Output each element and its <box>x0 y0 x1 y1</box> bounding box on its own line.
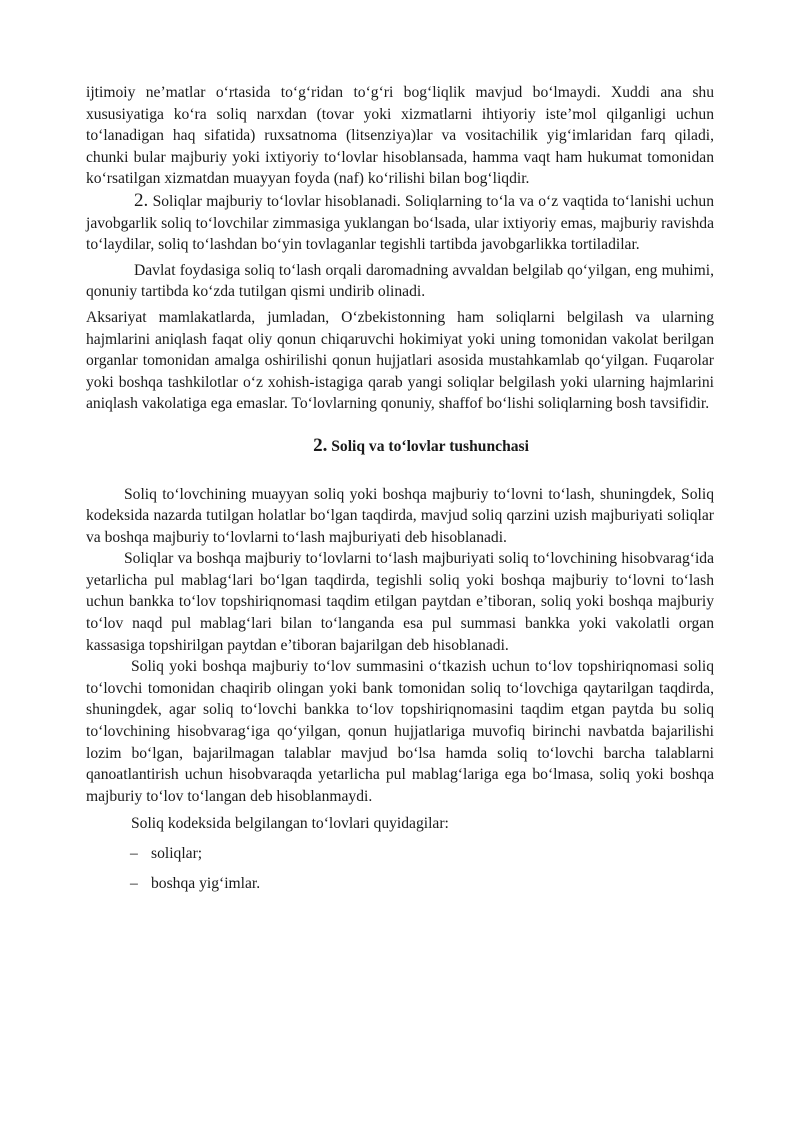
paragraph-mandatory-payments <box>86 190 714 256</box>
section-heading <box>86 435 714 458</box>
paragraph-list-intro: Soliq kodeksida belgilangan to‘lovlari quyidagilar: <box>131 815 449 833</box>
section-number: 2. <box>313 434 328 456</box>
paragraph-state-benefit: Davlat foydasiga soliq to‘lash orqali daromadning avvaldan belgilab qo‘yilgan, eng muhimi, qonuniy tartibda ko‘zda tutilgan qismi undirib olinadi. <box>86 261 714 301</box>
paragraph-obligation-fulfilled: Soliqlar va boshqa majburiy to‘lovlarni to‘lash majburiyati soliq to‘lovchining hisobvarag‘ida yetarlicha pul mablag‘lari bo‘lgan taqdirda, tegishli soliq yoki boshqa majburiy to‘lovni to‘lash uchun bankka to‘lov topshiriqnomasi taqdim etilgan paytdan e’tiboran, soliq yoki boshqa majburiy to‘lov naqd pul mablag‘lari bilan to‘langanda esa pul summasi bankka yoki vakolatli organ kassasiga topshirilgan paytdan e’tiboran bajarilgan deb hisoblanadi. <box>86 550 714 654</box>
paragraph-number: 2. <box>134 189 149 211</box>
section-title: Soliq va to‘lovlar tushunchasi <box>331 437 529 455</box>
payments-list <box>86 843 714 894</box>
paragraph-tax-obligation: Soliq to‘lovchining muayyan soliq yoki boshqa majburiy to‘lovni to‘lash, shuningdek, Soliq kodeksida nazarda tutilgan holatlar bo‘lgan taqdirda, mavjud soliq qarzini uzish majburiyati soliqlar va boshqa majburiy to‘lovlarni to‘lash majburiyati deb hisoblanadi. <box>86 485 714 546</box>
paragraph-legislation: Aksariyat mamlakatlarda, jumladan, O‘zbekistonning ham soliqlarni belgilash va ularning hajmlarini aniqlash faqat oliy qonun chiqaruvchi hokimiyat yoki uning tomonidan vakolat berilgan organlar tomonidan amalga oshirilishi qonun hujjatlari asosida mustahkamlab qo‘yilgan. Fuqarolar yoki boshqa tashkilotlar o‘z xohish-istagiga qarab yangi soliqlar belgilash yoki ularning hajmlarini aniqlash vakolatiga ega emaslar. To‘lovlarning qonuniy, shaffof bo‘lishi soliqlarning bosh tavsifidir. <box>86 308 714 413</box>
paragraph-intro: ijtimoiy ne’matlar o‘rtasida to‘g‘ridan to‘g‘ri bog‘liqlik mavjud bo‘lmaydi. Xuddi ana shu xususiyatiga ko‘ra soliq narxdan (tovar yoki xizmatlarni ihtiyoriy iste’mol qilganligi uchun to‘lanadigan haq sifatida) ruxsatnoma (litsenziya)lar va vositachilik yig‘imlaridan farq qiladi, chunki bular majburiy yoki ixtiyoriy to‘lovlar hisoblansada, hamma vaqt ham hukumat tomonidan ko‘rsatilgan xizmatdan muayyan foyda (naf) ko‘rilishi bilan bog‘liqdir. <box>86 84 714 188</box>
list-item <box>86 843 714 865</box>
dash-bullet-icon: – <box>130 845 138 862</box>
paragraph-not-paid: Soliq yoki boshqa majburiy to‘lov summasini o‘tkazish uchun to‘lov topshiriqnomasi soliq to‘lovchi tomonidan chaqirib olingan yoki bank tomonidan soliq to‘lovchiga qaytarilgan taqdirda, shuningdek, agar soliq to‘lovchi bankka to‘lov topshiriqnomasini taqdim etgan paytda bu soliq to‘lovchining hisobvarag‘iga qo‘yilgan, qonun hujjatlariga muvofiq birinchi navbatda bajarilishi lozim bo‘lgan, bajarilmagan talablar mavjud bo‘lsa hamda soliq to‘lovchi barcha talablarni qanoatlantirish uchun hisobvaraqda yetarlicha pul mablag‘lariga ega bo‘lmasa, soliq yoki boshqa majburiy to‘lov to‘langan deb hisoblanmaydi. <box>86 658 714 805</box>
dash-bullet-icon: – <box>130 874 138 892</box>
document-page <box>86 82 714 894</box>
paragraph-text: Soliqlar majburiy to‘lovlar hisoblanadi. Soliqlarning to‘la va o‘z vaqtida to‘lanishi uchun javobgarlik soliq to‘lovchilar zimmasiga yuklangan bo‘lsada, ular ixtiyoriy emas, majburiy ravishda to‘laydilar, soliq to‘lashdan bo‘yin tovlaganlar tegishli tartibda javobgarlikka tortiladilar. <box>86 192 714 254</box>
list-item-text: soliqlar; <box>151 845 203 862</box>
list-item-text: boshqa yig‘imlar. <box>151 874 261 892</box>
list-item <box>86 873 714 895</box>
